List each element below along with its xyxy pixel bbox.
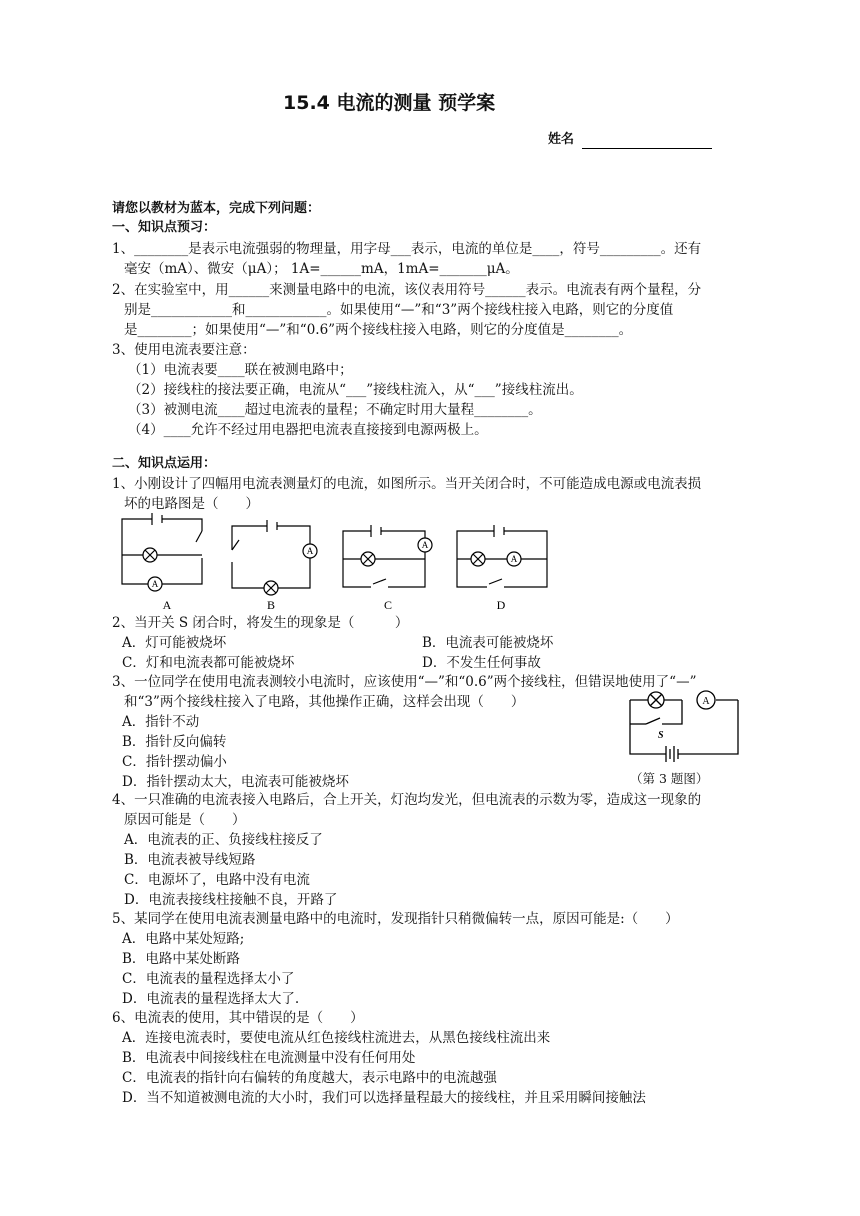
s2-q2-option: B．电流表可能被烧坏 bbox=[422, 635, 554, 651]
page-title: 15.4 电流的测量 预学案 bbox=[283, 92, 496, 114]
s1-q2-line1: 2、在实验室中，用______来测量电路中的电流，该仪表用符号______表示。电流表有两个量程，分 bbox=[112, 282, 702, 298]
s2-q4-option: B．电流表被导线短路 bbox=[124, 852, 256, 868]
s2-q3-option: D．指针摆动太大，电流表可能被烧坏 bbox=[122, 774, 349, 790]
ammeter-symbol: A bbox=[421, 540, 429, 550]
s1-q3-line1: 3、使用电流表要注意： bbox=[112, 342, 256, 358]
s2-q3-option: A．指针不动 bbox=[122, 714, 200, 730]
circuit-label-d: D bbox=[496, 598, 506, 612]
s2-q2-option: C．灯和电流表都可能被烧坏 bbox=[122, 655, 295, 671]
s2-q6-line1: 6、电流表的使用，其中错误的是（ ） bbox=[112, 1010, 364, 1026]
s2-q5-option: B．电路中某处断路 bbox=[122, 951, 240, 967]
name-blank-line[interactable] bbox=[582, 134, 712, 149]
s2-q6-option: C．电流表的指针向右偏转的角度越大，表示电路中的电流越强 bbox=[122, 1070, 497, 1086]
s2-q6-option: A．连接电流表时，要使电流从红色接线柱流进去，从黑色接线柱流出来 bbox=[122, 1030, 551, 1046]
s2-q2-option: D．不发生任何事故 bbox=[422, 655, 541, 671]
circuit-label-a: A bbox=[162, 598, 172, 612]
intro-instruction: 请您以教材为蓝本，完成下列问题： bbox=[112, 201, 321, 216]
circuit-label-b: B bbox=[266, 598, 276, 612]
s1-q3-item: （2）接线柱的接法要正确，电流从“___”接线柱流入，从“___”接线柱流出。 bbox=[128, 382, 583, 398]
ammeter-symbol: A bbox=[702, 696, 710, 707]
name-field[interactable] bbox=[548, 131, 712, 149]
s2-q5-option: C．电流表的量程选择太小了 bbox=[122, 971, 295, 987]
s1-q2-line3: 是________；如果使用“—”和“0.6”两个接线柱接入电路，则它的分度值是________。 bbox=[124, 322, 633, 338]
s2-q4-line2: 原因可能是（ ） bbox=[124, 812, 246, 828]
s1-q1-line2: 毫安（mA）、微安（μA）； 1A=______mA，1mA=_______μA。 bbox=[124, 261, 519, 277]
s2-q2-line1: 2、当开关 S 闭合时，将发生的现象是（ ） bbox=[112, 615, 409, 631]
q3-figure-caption: （第 3 题图） bbox=[630, 771, 709, 786]
ammeter-symbol: A bbox=[151, 579, 159, 589]
s2-q3-option: B．指针反向偏转 bbox=[122, 734, 227, 750]
s2-q3-line2: 和“3”两个接线柱接入了电路，其他操作正确，这样会出现（ ） bbox=[124, 694, 525, 710]
s1-q3-item: （1）电流表要____联在被测电路中； bbox=[128, 362, 353, 378]
s2-q5-option: A．电路中某处短路; bbox=[122, 931, 245, 947]
s2-q4-option: D．电流表接线柱接触不良，开路了 bbox=[124, 892, 338, 908]
s1-q3-item: （3）被测电流____超过电流表的量程；不确定时用大量程________。 bbox=[128, 402, 542, 418]
circuit-diagrams-row bbox=[112, 512, 562, 616]
s2-q2-option: A．灯可能被烧坏 bbox=[122, 635, 227, 651]
name-label: 姓名 bbox=[548, 132, 575, 147]
s2-q6-option: D．当不知道被测电流的大小时，我们可以选择量程最大的接线柱，并且采用瞬间接触法 bbox=[122, 1090, 646, 1106]
ammeter-symbol: A bbox=[306, 546, 314, 556]
circuit-label-c: C bbox=[383, 598, 393, 612]
s2-q4-line1: 4、一只准确的电流表接入电路后，合上开关，灯泡均发光，但电流表的示数为零，造成这一现象的 bbox=[112, 792, 702, 808]
s1-q2-line2: 别是____________和____________。如果使用“—”和“3”两个接线柱接入电路，则它的分度值 bbox=[124, 302, 674, 318]
s1-q3-item: （4）____允许不经过用电器把电流表直接接到电源两极上。 bbox=[128, 422, 488, 438]
s2-q3-line1: 3、一位同学在使用电流表测较小电流时，应该使用“—”和“0.6”两个接线柱，但错误地使用了“—” bbox=[112, 674, 697, 690]
circuit-a bbox=[122, 513, 202, 591]
s1-q1-line1: 1、________是表示电流强弱的物理量，用字母___表示，电流的单位是____，符号_________。还有 bbox=[112, 241, 702, 257]
switch-label: S bbox=[658, 730, 664, 741]
q3-circuit-figure bbox=[620, 688, 750, 764]
circuit-d bbox=[457, 525, 547, 587]
s2-q4-option: A．电流表的正、负接线柱接反了 bbox=[124, 832, 323, 848]
s2-q6-option: B．电流表中间接线柱在电流测量中没有任何用处 bbox=[122, 1050, 416, 1066]
s2-q5-line1: 5、某同学在使用电流表测量电路中的电流时，发现指针只稍微偏转一点，原因可能是:（ ） bbox=[112, 911, 679, 927]
circuit-c bbox=[343, 525, 432, 587]
s2-q1-line2: 坏的电路图是（ ） bbox=[124, 496, 259, 512]
s2-q1-line1: 1、小刚设计了四幅用电流表测量灯的电流，如图所示。当开关闭合时，不可能造成电源或电流表损 bbox=[112, 476, 702, 492]
s2-q4-option: C．电源坏了，电路中没有电流 bbox=[124, 872, 310, 888]
section1-heading: 一、知识点预习： bbox=[112, 220, 217, 235]
s2-q5-option: D．电流表的量程选择太大了. bbox=[122, 991, 300, 1007]
section2-heading: 二、知识点运用： bbox=[112, 456, 217, 471]
s2-q3-option: C．指针摆动偏小 bbox=[122, 754, 227, 770]
ammeter-symbol: A bbox=[510, 554, 518, 564]
circuit-b bbox=[232, 520, 317, 595]
